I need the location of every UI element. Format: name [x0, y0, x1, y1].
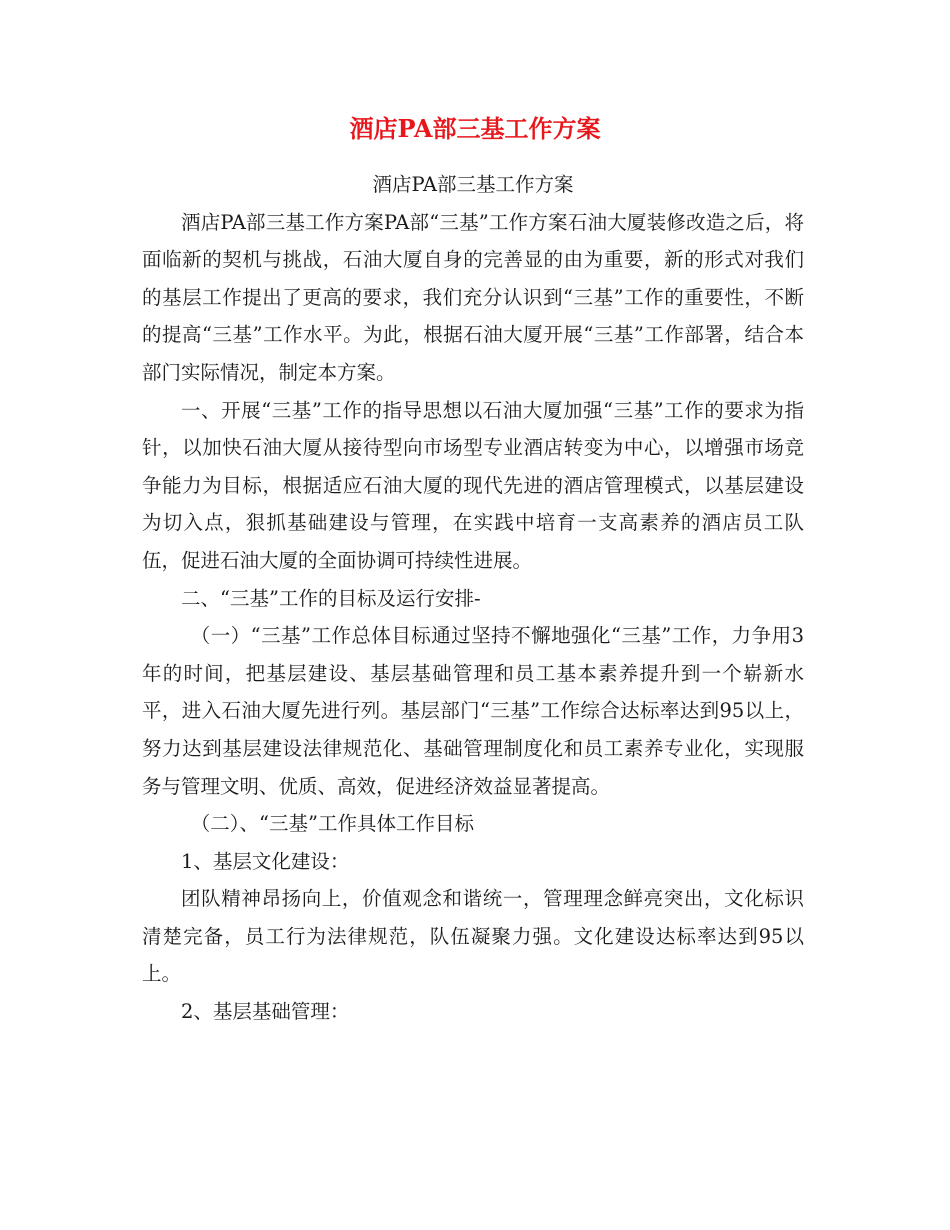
paragraph-culture-body: 团队精神昂扬向上，价值观念和谐统一，管理理念鲜亮突出，文化标识清楚完备，员工行为法律规范，队伍凝聚力强。文化建设达标率达到95以上。	[142, 887, 804, 986]
document-title: 酒店PA部三基工作方案	[349, 114, 601, 143]
paragraph-section-two-heading: 二、“三基”工作的目标及运行安排-	[181, 586, 481, 610]
paragraph-intro: 酒店PA部三基工作方案PA部“三基”工作方案石油大厦装修改造之后，将面临新的契机与挑战，石油大厦自身的完善显的由为重要，新的形式对我们的基层工作提出了更高的要求，我们充分认识到“三基”工作的重要性，不断的提高“三基”工作水平。为此，根据石油大厦开展“三基”工作部署，结合本部门实际情况，制定本方案。	[142, 210, 804, 384]
document-subtitle: 酒店PA部三基工作方案	[372, 173, 574, 196]
paragraph-guiding-thought: 一、开展“三基”工作的指导思想以石油大厦加强“三基”工作的要求为指针，以加快石油大厦从接待型向市场型专业酒店转变为中心，以增强市场竞争能力为目标，根据适应石油大厦的现代先进的酒店管理模式，以基层建设为切入点，狠抓基础建设与管理，在实践中培育一支高素养的酒店员工队伍，促进石油大厦的全面协调可持续性进展。	[142, 398, 804, 572]
document-body	[142, 166, 804, 1031]
paragraph-specific-goals-heading: （二）、“三基”工作具体工作目标	[190, 812, 474, 836]
paragraph-management-heading: 2、基层基础管理：	[181, 1000, 350, 1024]
paragraph-overall-goal: （一）“三基”工作总体目标通过坚持不懈地强化“三基”工作，力争用3年的时间，把基层建设、基层基础管理和员工基本素养提升到一个崭新水平，进入石油大厦先进行列。基层部门“三基”工作综合达标率达到95以上，努力达到基层建设法律规范化、基础管理制度化和员工素养专业化，实现服务与管理文明、优质、高效，促进经济效益显著提高。	[142, 624, 804, 798]
paragraph-culture-heading: 1、基层文化建设：	[181, 849, 350, 873]
